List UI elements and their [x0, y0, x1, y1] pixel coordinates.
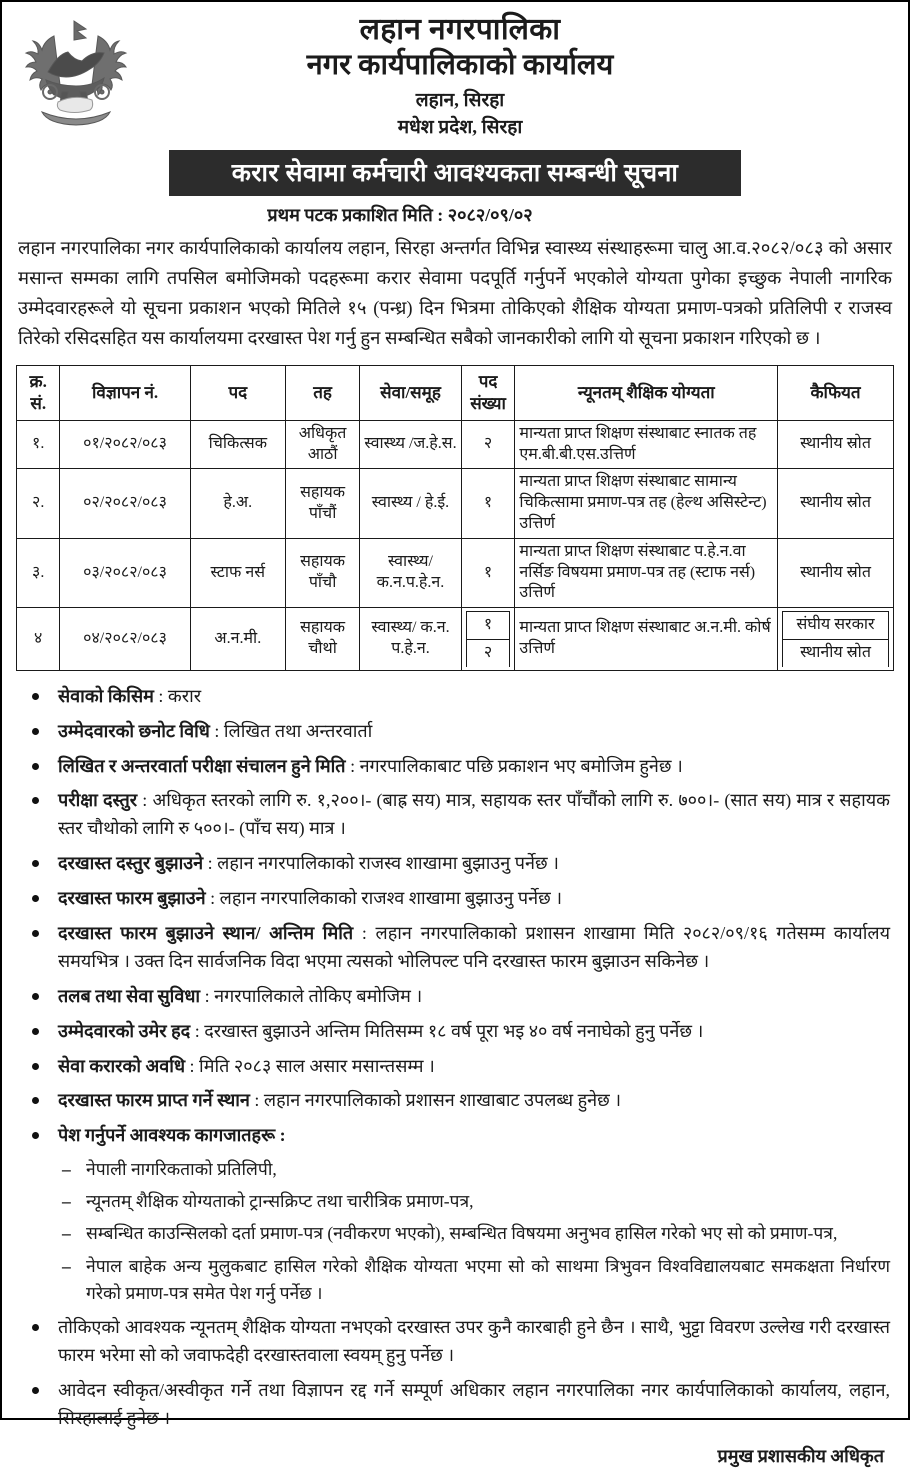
- cell-post: स्टाफ नर्स: [190, 538, 285, 607]
- note-text: : मिति २०८३ साल असार मसान्तसम्म ।: [185, 1055, 435, 1076]
- cell-remark-split: [778, 608, 894, 671]
- note-selection-method: [24, 718, 890, 746]
- note-exam-fee: [24, 787, 890, 843]
- note-label: सेवाको किसिम: [58, 685, 154, 706]
- table-row: [17, 420, 894, 469]
- note-text: : करार: [153, 685, 202, 706]
- cell-ad-no: ०३/२०८२/०८३: [60, 538, 190, 607]
- note-salary-benefits: [24, 983, 890, 1011]
- note-form-place-deadline: [24, 920, 890, 976]
- cell-count-federal: १: [466, 612, 510, 640]
- note-text: : दरखास्त बुझाउने अन्तिम मितिसम्म १८ वर्ष पूरा भइ ४० वर्ष ननाघेको हुनु पर्नेछ ।: [190, 1020, 704, 1041]
- column-header-post: पद: [190, 365, 285, 420]
- documents-section-label: पेश गर्नुपर्ने आवश्यक कागजातहरू: [58, 1125, 276, 1146]
- vacancy-table: [16, 365, 894, 671]
- note-fee-submission: [24, 850, 890, 878]
- cell-level: सहायक चौथो: [285, 608, 359, 671]
- column-header-count: पद संख्या: [461, 365, 515, 420]
- note-label: उम्मेदवारको उमेर हद: [58, 1020, 191, 1041]
- column-header-service: सेवा/समूह: [360, 365, 461, 420]
- cell-level: सहायक पाँचौं: [285, 469, 359, 538]
- cell-count: १: [461, 538, 515, 607]
- cell-ad-no: ०४/२०८२/०८३: [60, 608, 190, 671]
- intro-paragraph: लहान नगरपालिका नगर कार्यपालिकाको कार्यालय लहान, सिरहा अन्तर्गत विभिन्न स्वास्थ्य संस्थाहरूमा चालु आ.व.२०८२/०८३ को असार मसान्त सम्मका लागि तपसिल बमोजिमको पदहरूमा करार सेवामा पदपूर्ति गर्नुपर्ने भएकोले योग्यता पुगेका इच्छुक नेपाली नागरिक उम्मेदवारहरूले यो सूचना प्रकाशन भएको मितिले १५ (पन्ध्र) दिन भित्रमा तोकिएको शैक्षिक योग्यता प्रमाण-पत्रको प्रतिलिपी र राजस्व तिरेको रसिदसहित यस कार्यालयमा दरखास्त पेश गर्नु हुन सम्बन्धित सबैको जानकारीको लागि यो सूचना प्रकाशन गरिएको छ ।: [18, 238, 892, 349]
- organization-name-line1: लहान नगरपालिका: [359, 13, 561, 46]
- address-line2: मधेश प्रदेश, सिरहा: [397, 117, 523, 139]
- address-line1: लहान, सिरहा: [415, 89, 505, 111]
- cell-qualification: मान्यता प्राप्त शिक्षण संस्थाबाट अ.न.मी. कोर्ष उत्तिर्ण: [515, 608, 778, 671]
- cell-qualification: मान्यता प्राप्त शिक्षण संस्थाबाट प.हे.न.वा नर्सिङ विषयमा प्रमाण-पत्र तह (स्टाफ नर्स) उत्तिर्ण: [515, 538, 778, 607]
- note-text: : नगरपालिकाबाट पछि प्रकाशन भए बमोजिम हुनेछ ।: [345, 755, 683, 776]
- cell-ad-no: ०१/२०८२/०८३: [60, 420, 190, 469]
- note-exam-date: [24, 753, 890, 781]
- cell-sn: ३.: [17, 538, 60, 607]
- cell-post: हे.अ.: [190, 469, 285, 538]
- cell-sn: २.: [17, 469, 60, 538]
- cell-level: सहायक पाँचौ: [285, 538, 359, 607]
- cell-ad-no: ०२/२०८२/०८३: [60, 469, 190, 538]
- note-label: सेवा करारको अवधि: [58, 1055, 186, 1076]
- cell-count-local: २: [466, 639, 510, 666]
- cell-remark-federal: संघीय सरकार: [783, 612, 889, 640]
- column-header-sn: क्र. सं.: [17, 365, 60, 420]
- cell-service: स्वास्थ्य / हे.ई.: [360, 469, 461, 538]
- note-contract-period: [24, 1053, 890, 1081]
- document-item: – नेपाल बाहेक अन्य मुलुकबाट हासिल गरेको शैक्षिक योग्यता भएमा सो को साथमा त्रिभुवन विश्वविद्यालयबाट समकक्षता निर्धारण गरेको प्रमाण-पत्र समेत पेश गर्नु पर्नेछ ।: [58, 1253, 890, 1307]
- note-disqualification: तोकिएको आवश्यक न्यूनतम् शैक्षिक योग्यता नभएको दरखास्त उपर कुनै कारबाही हुने छैन । साथै, भुट्टा विवरण उल्लेख गरी दरखास्त फारम भरेमा सो को जवाफदेही दरखास्तवाला स्वयम् हुनु पर्नेछ ।: [24, 1314, 890, 1370]
- cell-count-split: [461, 608, 515, 671]
- column-header-level: तह: [285, 365, 359, 420]
- note-text: : अधिकृत स्तरको लागि रु. १,२००।- (बाह्र सय) मात्र, सहायक स्तर पाँचौंको लागि रु. ७००।- (सात सय) मात्र र सहायक स्तर चौथोको लागि रु ५००।- (पाँच सय) मात्र ।: [58, 790, 890, 839]
- cell-remark: स्थानीय स्रोत: [778, 538, 894, 607]
- cell-remark: स्थानीय स्रोत: [778, 420, 894, 469]
- column-header-ad-no: विज्ञापन नं.: [60, 365, 190, 420]
- note-text: : लिखित तथा अन्तरवार्ता: [209, 720, 373, 741]
- note-label: दरखास्त फारम बुझाउने स्थान/ अन्तिम मिति: [58, 923, 354, 943]
- column-header-remark: कैफियत: [778, 365, 894, 420]
- table-row: [17, 608, 894, 671]
- cell-qualification: मान्यता प्राप्त शिक्षण संस्थाबाट सामान्य चिकित्सामा प्रमाण-पत्र तह (हेल्थ असिस्टेन्ट) उत्तिर्ण: [515, 469, 778, 538]
- table-row: [17, 538, 894, 607]
- table-row: [17, 469, 894, 538]
- note-age-limit: [24, 1018, 890, 1046]
- note-authority-rights: आवेदन स्वीकृत/अस्वीकृत गर्ने तथा विज्ञापन रद्द गर्ने सम्पूर्ण अधिकार लहान नगरपालिका नगर कार्यपालिकाको कार्यालय, लहान, सिरहालाई हुनेछ ।: [24, 1377, 890, 1433]
- cell-remark: स्थानीय स्रोत: [778, 469, 894, 538]
- note-label: उम्मेदवारको छनोट विधि: [58, 720, 210, 741]
- document-header: [16, 8, 894, 142]
- cell-count: २: [461, 420, 515, 469]
- document-item: – नेपाली नागरिकताको प्रतिलिपी,: [58, 1156, 890, 1183]
- note-label: लिखित र अन्तरवार्ता परीक्षा संचालन हुने मिति: [58, 755, 346, 776]
- note-label: परीक्षा दस्तुर: [58, 790, 138, 811]
- required-documents-list: [58, 1156, 890, 1307]
- note-label: तलब तथा सेवा सुविधा: [58, 985, 201, 1006]
- cell-level: अधिकृत आठौं: [285, 420, 359, 469]
- documents-section-colon: :: [275, 1125, 286, 1146]
- cell-remark-local: स्थानीय स्रोत: [783, 639, 889, 666]
- note-text: : लहान नगरपालिकाको राजस्व शाखामा बुझाउनु पर्नेछ ।: [203, 853, 559, 874]
- document-item: – सम्बन्धित काउन्सिलको दर्ता प्रमाण-पत्र (नवीकरण भएको), सम्बन्धित विषयमा अनुभव हासिल गरेको भए सो को प्रमाण-पत्र,: [58, 1220, 890, 1247]
- note-text: : नगरपालिकाले तोकिए बमोजिम ।: [200, 985, 423, 1006]
- notes-list: [16, 683, 894, 1433]
- note-text: : लहान नगरपालिकाको प्रशासन शाखामा मिति २०८२/०९/१६ गतेसम्म कार्यालय समयभित्र । उक्त दिन सार्वजनिक विदा भएमा त्यसको भोलिपल्ट पनि दरखास्त फारम बुझाउन सकिनेछ ।: [58, 923, 891, 971]
- note-form-availability: [24, 1087, 890, 1115]
- notice-title-banner: करार सेवामा कर्मचारी आवश्यकता सम्बन्धी सूचना: [169, 150, 741, 196]
- cell-post: अ.न.मी.: [190, 608, 285, 671]
- note-label: दरखास्त फारम बुझाउने: [58, 888, 206, 909]
- publication-date: प्रथम पटक प्रकाशित मिति : २०८२/०९/०२: [267, 204, 533, 225]
- cell-sn: ४: [17, 608, 60, 671]
- organization-name-line2: नगर कार्यपालिकाको कार्यालय: [306, 49, 614, 82]
- note-service-type: [24, 683, 890, 711]
- cell-count: १: [461, 469, 515, 538]
- header-text-block: [136, 12, 894, 142]
- cell-sn: १.: [17, 420, 60, 469]
- nepal-government-emblem-icon: [16, 12, 136, 130]
- signatory-title: प्रमुख प्रशासकीय अधिकृत: [717, 1446, 884, 1467]
- note-text: : लहान नगरपालिकाको राजश्व शाखामा बुझाउनु पर्नेछ ।: [205, 888, 563, 909]
- table-header-row: [17, 365, 894, 420]
- cell-service: स्वास्थ्य/ क.न. प.हे.न.: [360, 608, 461, 671]
- note-form-submission: [24, 885, 890, 913]
- column-header-qualification: न्यूनतम् शैक्षिक योग्यता: [515, 365, 778, 420]
- cell-post: चिकित्सक: [190, 420, 285, 469]
- note-required-documents: [24, 1122, 890, 1307]
- cell-service: स्वास्थ्य /ज.हे.स.: [360, 420, 461, 469]
- cell-service: स्वास्थ्य/ क.न.प.हे.न.: [360, 538, 461, 607]
- note-label: दरखास्त दस्तुर बुझाउने: [58, 853, 204, 874]
- note-label: दरखास्त फारम प्राप्त गर्ने स्थान: [58, 1090, 250, 1111]
- note-text: : लहान नगरपालिकाको प्रशासन शाखाबाट उपलब्ध हुनेछ ।: [249, 1090, 622, 1111]
- document-item: – न्यूनतम् शैक्षिक योग्यताको ट्रान्सक्रिप्ट तथा चारीत्रिक प्रमाण-पत्र,: [58, 1188, 890, 1215]
- cell-qualification: मान्यता प्राप्त शिक्षण संस्थाबाट स्नातक तह एम.बी.बी.एस.उत्तिर्ण: [515, 420, 778, 469]
